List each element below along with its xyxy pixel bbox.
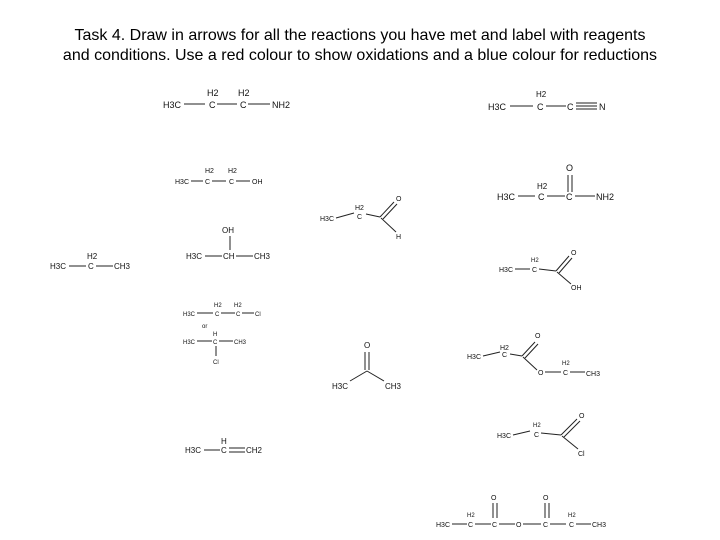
atom-label: H3C	[320, 216, 335, 223]
atom-label: H3C	[499, 267, 514, 274]
atom-label: C	[468, 522, 474, 529]
atom-label: CH3	[234, 340, 247, 346]
atom-label: CH	[223, 252, 235, 261]
molecule-propylamine	[163, 88, 290, 110]
atom-label: O	[571, 250, 577, 257]
atom-label: OH	[571, 285, 582, 292]
atom-label: C	[567, 102, 574, 112]
atom-label: C	[213, 340, 218, 346]
atom-label: Cl	[213, 360, 219, 366]
molecule-propanone	[332, 341, 402, 391]
molecule-propanoic-anhydride	[436, 495, 606, 529]
atom-label: C	[209, 100, 216, 110]
atom-label: H3C	[183, 340, 196, 346]
molecule-propene	[185, 437, 263, 455]
atom-label: C	[563, 370, 569, 377]
atom-label: H3C	[175, 179, 190, 186]
atom-label: H2	[234, 303, 242, 309]
atom-label: H	[213, 332, 218, 338]
atom-label: H2	[562, 361, 570, 367]
atom-label: O	[535, 333, 541, 340]
atom-label: H2	[87, 252, 98, 261]
atom-label: CH3	[586, 371, 601, 378]
atom-label: C	[240, 100, 247, 110]
atom-label: H3C	[186, 252, 203, 261]
atom-label: H3C	[163, 100, 182, 110]
atom-label: H2	[238, 88, 250, 98]
atom-label: C	[205, 179, 211, 186]
or-separator: or	[202, 324, 208, 330]
atom-label: C	[532, 267, 538, 274]
atom-label: CH3	[114, 262, 131, 271]
atom-label: C	[569, 522, 575, 529]
atom-label: Cl	[255, 312, 261, 318]
atom-label: H2	[531, 258, 539, 264]
molecule-propan-1-ol	[175, 168, 263, 186]
atom-label: C	[538, 192, 545, 202]
atom-label: H3C	[467, 354, 482, 361]
atom-label: OH	[252, 179, 263, 186]
atom-label: H3C	[436, 522, 451, 529]
atom-label: O	[579, 413, 585, 420]
atom-label: C	[534, 432, 540, 439]
molecule-propanoic-acid	[499, 250, 582, 292]
atom-label: C	[537, 102, 544, 112]
atom-label: O	[566, 163, 574, 173]
atom-label: H3C	[183, 312, 196, 318]
atom-label: C	[566, 192, 573, 202]
atom-label: H2	[355, 205, 364, 212]
molecule-2-chloropropane	[183, 332, 247, 366]
atom-label: C	[221, 446, 227, 455]
atom-label: H2	[537, 182, 548, 191]
atom-label: C	[215, 312, 220, 318]
atom-label: CH2	[246, 446, 263, 455]
molecule-propanoyl-chloride	[497, 413, 585, 458]
atom-label: C	[502, 352, 508, 359]
molecule-ethyl-propanoate	[467, 333, 600, 378]
atom-label: H2	[536, 90, 547, 99]
atom-label: Cl	[578, 451, 585, 458]
atom-label: CH3	[592, 522, 607, 529]
atom-label: H3C	[50, 262, 67, 271]
molecule-propanamide	[497, 163, 614, 202]
atom-label: H2	[533, 423, 541, 429]
atom-label: H2	[500, 345, 509, 352]
atom-label: C	[88, 262, 94, 271]
atom-label: N	[599, 102, 606, 112]
atom-label: CH3	[385, 382, 402, 391]
atom-label: O	[396, 196, 402, 203]
atom-label: C	[492, 522, 498, 529]
atom-label: H3C	[332, 382, 349, 391]
atom-label: H3C	[185, 446, 202, 455]
atom-label: O	[538, 370, 544, 377]
atom-label: NH2	[272, 100, 291, 110]
molecule-1-chloropropane	[183, 303, 261, 318]
atom-label: H	[396, 234, 402, 241]
atom-label: H3C	[497, 192, 516, 202]
task-line-2: and conditions. Use a red colour to show oxidations and a blue colour for reductions	[62, 47, 658, 64]
atom-label: H2	[568, 513, 576, 519]
task-line-1: Task 4. Draw in arrows for all the reactions you have met and label with reagents	[74, 27, 646, 44]
atom-label: O	[543, 495, 549, 502]
atom-label: H3C	[497, 433, 512, 440]
atom-label: O	[516, 522, 522, 529]
atom-label: NH2	[596, 192, 615, 202]
molecule-propanenitrile	[488, 90, 606, 112]
molecule-propanal	[320, 196, 402, 241]
atom-label: O	[364, 341, 371, 350]
atom-label: H2	[207, 88, 219, 98]
atom-label: H2	[228, 168, 237, 175]
atom-label: H2	[467, 513, 475, 519]
atom-label: C	[543, 522, 549, 529]
atom-label: C	[236, 312, 241, 318]
molecule-propan-2-ol	[186, 226, 271, 261]
atom-label: OH	[222, 226, 234, 235]
atom-label: H2	[214, 303, 222, 309]
atom-label: C	[229, 179, 235, 186]
atom-label: O	[491, 495, 497, 502]
atom-label: H2	[205, 168, 214, 175]
atom-label: C	[357, 214, 363, 221]
atom-label: H3C	[488, 102, 507, 112]
atom-label: CH3	[254, 252, 271, 261]
molecule-propane	[50, 252, 131, 271]
atom-label: H	[221, 437, 227, 446]
